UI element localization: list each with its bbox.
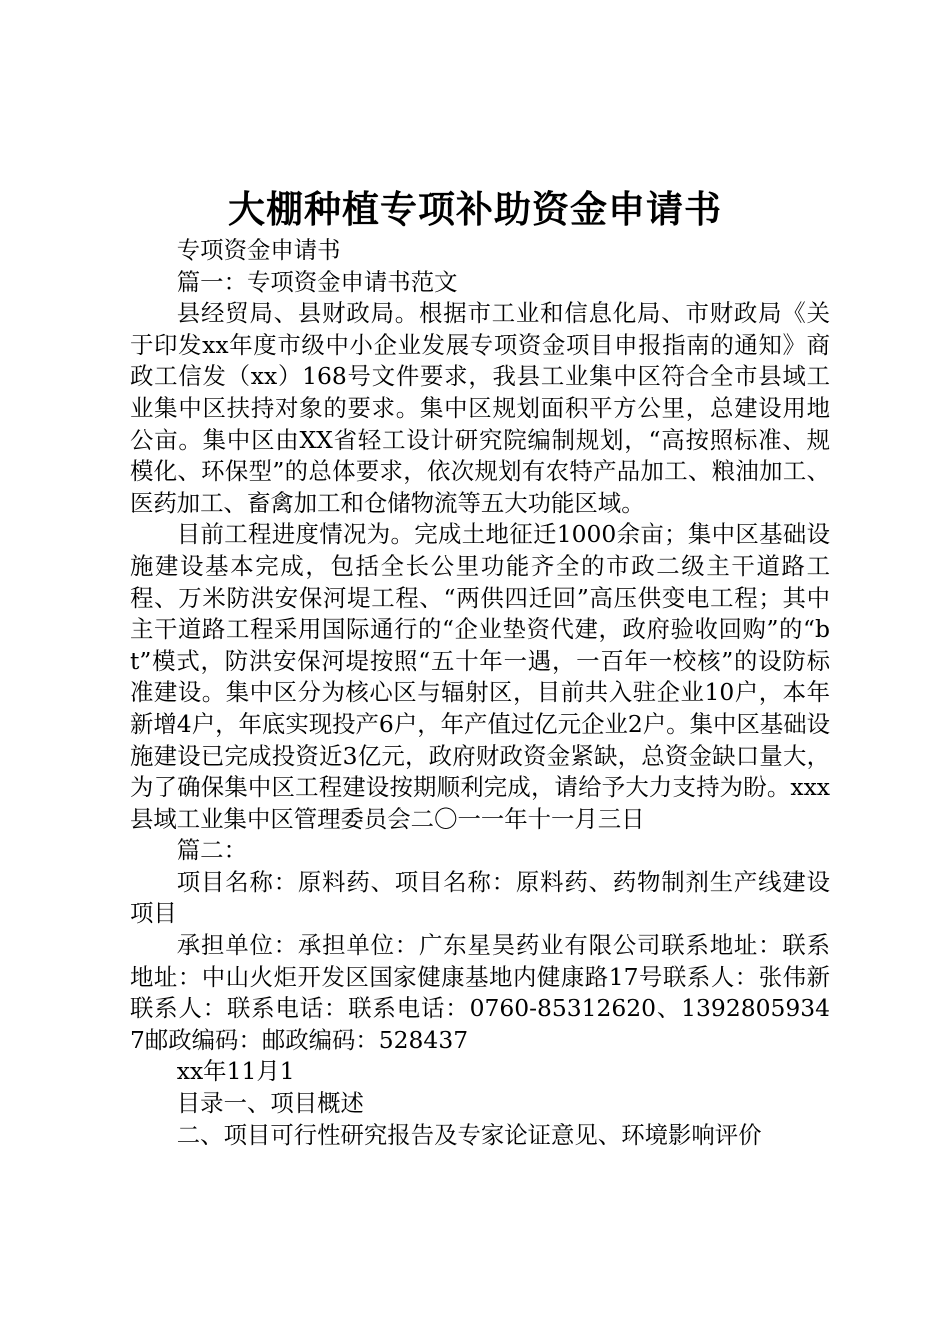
paragraph-body: 县经贸局、县财政局。根据市工业和信息化局、市财政局《关于印发xx年度市级中小企业发展专项资金项目申报指南的通知》商政工信发（xx）168号文件要求，我县工业集中区符合全市县域工业集中区扶持对象的要求。集中区规划面积平方公里，总建设用地公亩。集中区由XX省轻工设计研究院编制规划，“高按照标准、规模化、环保型”的总体要求，依次规划有农特产品加工、粮油加工、医药加工、畜禽加工和仓储物流等五大功能区域。 bbox=[130, 299, 830, 517]
paragraph-section-two-heading: 篇二： bbox=[176, 836, 247, 865]
paragraph-date: xx年11月1 bbox=[176, 1057, 295, 1086]
paragraph-toc-item: 二、项目可行性研究报告及专家论证意见、环境影响评价 bbox=[176, 1120, 762, 1149]
paragraph-section-one-heading: 篇一：专项资金申请书范文 bbox=[176, 267, 458, 296]
paragraph-body: 目前工程进度情况为。完成土地征迁1000余亩；集中区基础设施建设基本完成，包括全长公里功能齐全的市政二级主干道路工程、万米防洪安保河堤工程、“两供四迁回”高压供变电工程；其中主干道路工程采用国际通行的“企业垫资代建，政府验收回购”的“bt”模式，防洪安保河堤按照“五十年一遇，一百年一校核”的设防标准建设。集中区分为核心区与辐射区，目前共入驻企业10户，本年新增4户，年底实现投产6户，年产值过亿元企业2户。集中区基础设施建设已完成投资近3亿元，政府财政资金紧缺，总资金缺口量大，为了确保集中区工程建设按期顺利完成，请给予大力支持为盼。xxx县域工业集中区管理委员会二〇一一年十一月三日 bbox=[130, 520, 830, 833]
paragraph-subtitle: 专项资金申请书 bbox=[176, 236, 341, 264]
paragraph-toc-heading: 目录一、项目概述 bbox=[176, 1089, 364, 1118]
document-body bbox=[130, 235, 830, 1151]
paragraph-project-name: 项目名称：原料药、项目名称：原料药、药物制剂生产线建设项目 bbox=[130, 867, 830, 928]
paragraph-undertaking-unit: 承担单位：承担单位：广东星昊药业有限公司联系地址：联系地址：中山火炬开发区国家健康基地内健康路17号联系人：张伟新联系人：联系电话：联系电话：0760-85312620、13928059347邮政编码：邮政编码：528437 bbox=[130, 931, 830, 1054]
document-title: 大棚种植专项补助资金申请书 bbox=[228, 188, 722, 231]
